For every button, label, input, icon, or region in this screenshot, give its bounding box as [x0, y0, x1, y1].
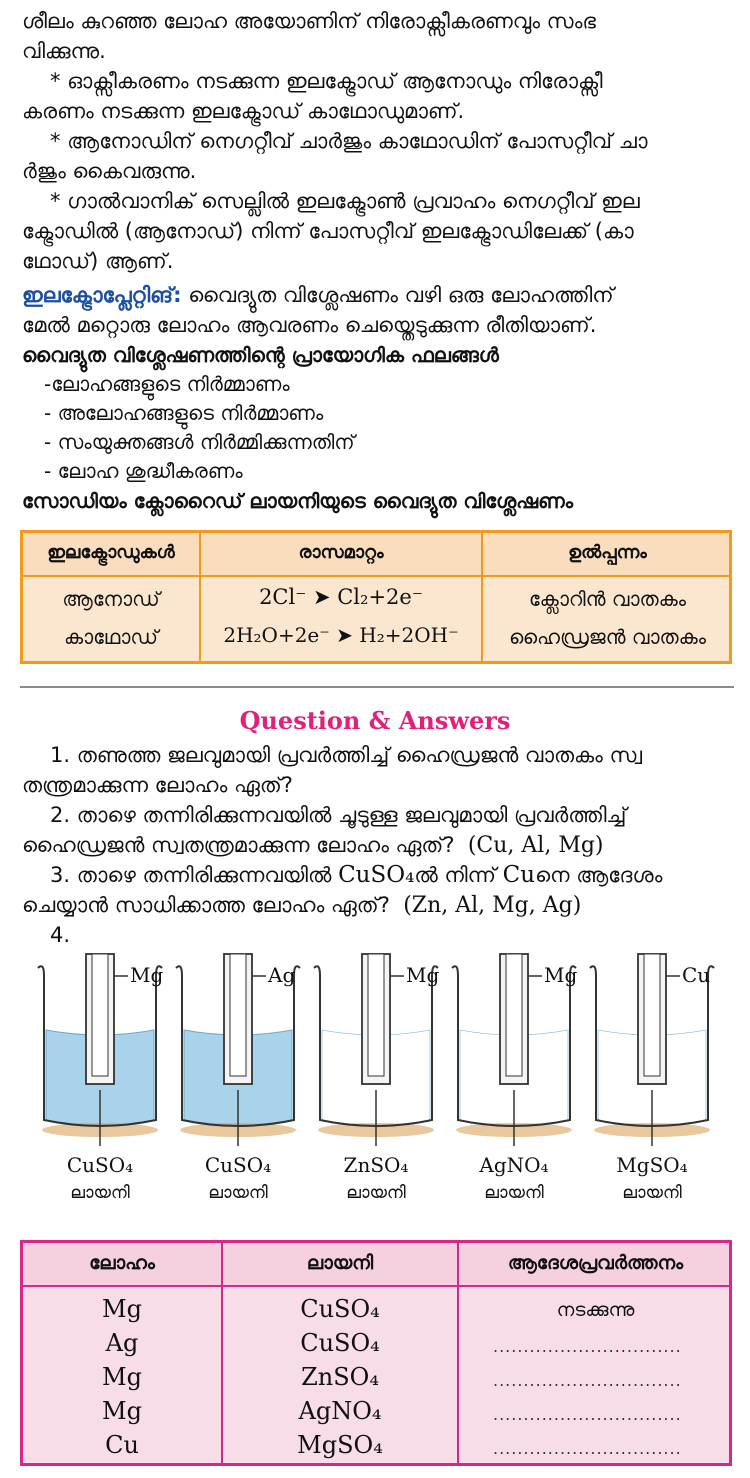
formula: Cu	[502, 862, 536, 888]
header-reaction: രാസമാറ്റം	[298, 542, 384, 563]
text-line: * ഓക്സീകരണം നടക്കുന്ന ഇലക്ട്രോഡ് ആനോഡും നിരോക്സീ	[50, 69, 603, 93]
formula: CuSO₄	[338, 862, 415, 888]
text-line: വിക്കുന്നു.	[22, 39, 106, 63]
solution-label: AgNO₄	[479, 1153, 549, 1177]
row-metal: Mg	[102, 1295, 142, 1323]
text-line: ഥോഡ്) ആണ്.	[22, 249, 174, 273]
solution-word: ലായനി	[484, 1183, 544, 1203]
displacement-table	[20, 1240, 732, 1466]
row-result: ...............................	[493, 1439, 682, 1458]
solution-word: ലായനി	[208, 1183, 268, 1203]
question-4	[22, 920, 734, 950]
options: (Cu, Al, Mg)	[467, 833, 604, 858]
paragraph-charges	[22, 126, 734, 186]
column-divider	[457, 1243, 459, 1463]
metal-label: Ag	[268, 963, 296, 987]
text-line: തന്ത്രമാക്കുന്ന ലോഹം ഏത്?	[22, 773, 293, 797]
row-electrode: കാഥോഡ്	[63, 625, 159, 649]
row-electrode: ആനോഡ്	[62, 587, 160, 611]
paragraph-reduction	[22, 6, 734, 66]
row-product: ഹൈഡ്രജൻ വാതകം	[508, 625, 707, 649]
text-line: 4.	[50, 923, 71, 947]
text-line: ർജും കൈവരുന്നു.	[22, 159, 197, 183]
row-reaction: 2Cl⁻ ➤ Cl₂+2e⁻	[259, 585, 423, 609]
row-metal: Cu	[105, 1431, 139, 1459]
row-solution: CuSO₄	[300, 1295, 380, 1323]
text-line	[22, 280, 734, 310]
row-solution: CuSO₄	[300, 1329, 380, 1357]
metal-label: Mg	[130, 963, 164, 987]
row-result: ...............................	[493, 1405, 682, 1424]
metal-label: Mg	[544, 963, 578, 987]
row-result: ...............................	[493, 1337, 682, 1356]
metal-strip-inner	[644, 954, 660, 1076]
row-product: ക്ലോറിൻ വാതകം	[528, 587, 687, 611]
text-line: * ആനോഡിന് നെഗറ്റീവ് ചാർജും കാഥോഡിന് പോസറ്റീവ് ചാ	[50, 129, 648, 153]
text-line	[22, 860, 734, 890]
row-result: നടക്കുന്നു	[556, 1299, 635, 1321]
question-3	[22, 860, 734, 921]
solution-label: CuSO₄	[204, 1153, 272, 1177]
metal-strip-inner	[368, 954, 384, 1076]
electroplating-term: ഇലക്ട്രോപ്ലേറ്റിങ്:	[22, 283, 182, 307]
uses-list	[44, 370, 355, 486]
question-text: 3. താഴെ തന്നിരിക്കുന്നവയിൽ	[50, 863, 339, 887]
text-line: ശീലം കുറഞ്ഞ ലോഹ അയോണിന് നിരോക്സീകരണവും സംഭ	[22, 9, 596, 33]
question-2	[22, 800, 734, 861]
header-electrodes: ഇലക്ട്രോഡുകൾ	[47, 542, 175, 563]
nacl-heading: സോഡിയം ക്ലോറൈഡ് ലായനിയുടെ വൈദ്യുത വിശ്ലേഷണം	[22, 489, 574, 513]
metal-strip-inner	[506, 954, 522, 1076]
beaker-diagram	[0, 950, 750, 1210]
list-item: - സംയുക്തങ്ങൾ നിർമ്മിക്കുന്നതിന്	[44, 430, 355, 454]
text-line	[22, 890, 734, 921]
metal-label: Cu	[682, 963, 711, 987]
solution-word: ലായനി	[70, 1183, 130, 1203]
text-line: മേൽ മറ്റൊരു ലോഹം ആവരണം ചെയ്തെടുക്കുന്ന രീതിയാണ്.	[22, 313, 597, 337]
row-solution: AgNO₄	[298, 1397, 382, 1425]
metal-strip-inner	[92, 954, 108, 1076]
solution-label: ZnSO₄	[343, 1153, 409, 1177]
solution-word: ലായനി	[622, 1183, 682, 1203]
row-reaction: 2H₂O+2e⁻ ➤ H₂+2OH⁻	[223, 623, 459, 647]
header-solution: ലായനി	[306, 1252, 374, 1274]
row-solution: ZnSO₄	[301, 1363, 379, 1391]
metal-label: Mg	[406, 963, 440, 987]
text-line: * ഗാൽവാനിക് സെല്ലിൽ ഇലക്ട്രോൺ പ്രവാഹം നെഗറ്റീവ് ഇല	[50, 189, 640, 213]
header-metal: ലോഹം	[89, 1252, 155, 1274]
solution-label: MgSO₄	[616, 1153, 688, 1177]
text-line: 1. തണുത്ത ജലവുമായി പ്രവർത്തിച്ച് ഹൈഡ്രജൻ വാതകം സ്വ	[50, 743, 643, 767]
row-solution: MgSO₄	[297, 1431, 383, 1459]
row-metal: Mg	[102, 1363, 142, 1391]
text-line	[22, 830, 734, 861]
list-item: - ലോഹ ശുദ്ധീകരണം	[44, 459, 243, 483]
uses-heading: വൈദ്യുത വിശ്ലേഷണത്തിന്റെ പ്രായോഗിക ഫലങ്ങൾ	[22, 343, 499, 367]
question-text: ഹൈഡ്രജൻ സ്വതന്ത്രമാക്കുന്ന ലോഹം ഏത്?	[22, 833, 455, 857]
options: (Zn, Al, Mg, Ag)	[403, 893, 582, 918]
question-text: ൽ നിന്ന്	[414, 863, 503, 887]
text-line: കരണം നടക്കുന്ന ഇലക്ട്രോഡ് കാഥോഡുമാണ്.	[22, 99, 465, 123]
paragraph-anode-cathode	[22, 66, 734, 126]
paragraph-electroplating	[22, 280, 734, 340]
question-text: ചെയ്യാൻ സാധിക്കാത്ത ലോഹം ഏത്?	[22, 893, 390, 917]
list-item: -ലോഹങ്ങളുടെ നിർമ്മാണം	[44, 372, 290, 396]
question-1	[22, 740, 734, 800]
row-result: ...............................	[493, 1371, 682, 1390]
solution-word: ലായനി	[346, 1183, 406, 1203]
text-line: ക്ട്രോഡിൽ (ആനോഡ്) നിന്ന് പോസറ്റീവ് ഇലക്ട്രോഡിലേക്ക് (കാ	[22, 219, 634, 243]
header-result: ആദേശപ്രവർത്തനം	[507, 1252, 684, 1274]
section-divider	[20, 686, 734, 688]
electroplating-def: വൈദ്യുത വിശ്ലേഷണം വഴി ഒരു ലോഹത്തിന്	[181, 283, 614, 307]
row-metal: Mg	[102, 1397, 142, 1425]
header-product: ഉൽപ്പന്നം	[568, 542, 647, 563]
qa-title: Question & Answers	[239, 706, 511, 735]
electrolysis-table	[20, 530, 732, 664]
question-text: നെ ആദേശം	[535, 863, 663, 887]
metal-strip-inner	[230, 954, 246, 1076]
row-metal: Ag	[105, 1329, 139, 1357]
list-item: - അലോഹങ്ങളുടെ നിർമ്മാണം	[44, 401, 324, 425]
paragraph-galvanic	[22, 186, 734, 276]
text-line: 2. താഴെ തന്നിരിക്കുന്നവയിൽ ചൂടുള്ള ജലവുമായി പ്രവർത്തിച്ച്	[50, 803, 627, 827]
solution-label: CuSO₄	[66, 1153, 134, 1177]
